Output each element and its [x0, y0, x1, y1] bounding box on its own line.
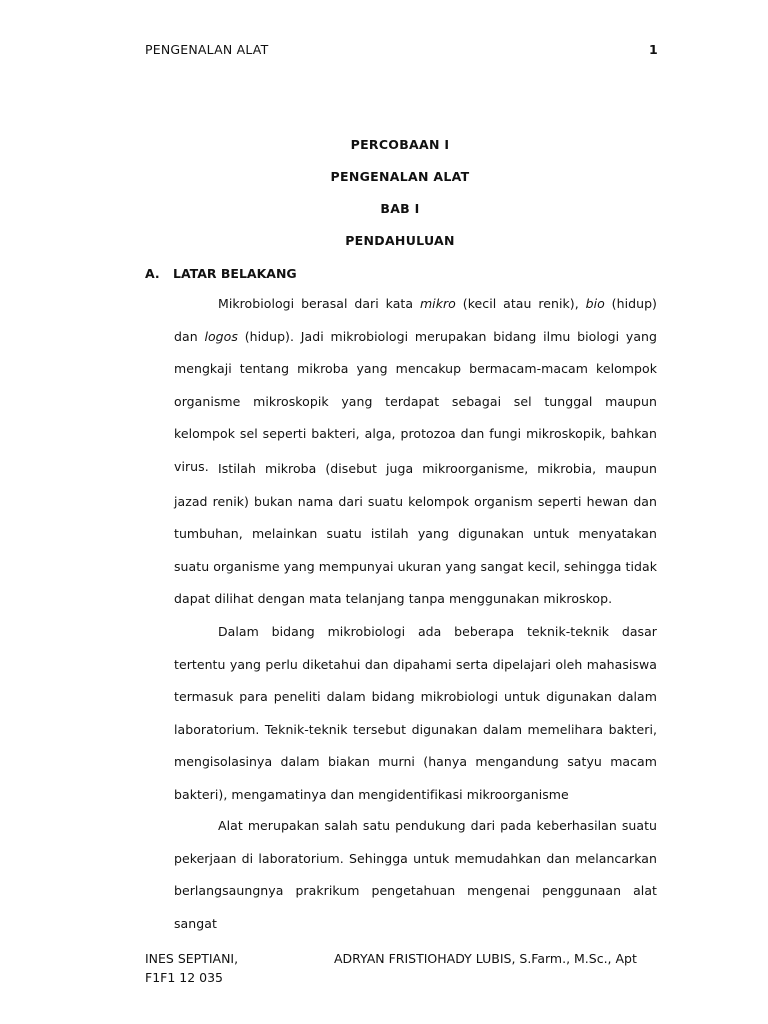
section-number: A.: [145, 266, 160, 281]
term-logos: logos: [204, 328, 238, 344]
paragraph-3-text: Dalam bidang mikrobiologi ada beberapa teknik-teknik dasar tertentu yang perlu diketahui dan dipahami serta dipelajari oleh mahasiswa termasuk para peneliti dalam bidang mikrobiologi untuk digunakan dalam laboratorium. Teknik-teknik tersebut digunakan dalam memelihara bakteri, mengisolasinya dalam biakan murni (hanya mengandung satyu macam bakteri), mengamatinya dan mengidentifikasi mikroorganisme: [174, 624, 657, 802]
paragraph-1-text-d: (hidup). Jadi mikrobiologi merupakan bidang ilmu biologi yang mengkaji tentang mikroba yang mencakup bermacam-macam kelompok organisme mikroskopik yang terdapat sebagai sel tunggal maupun kelompok sel seperti bakteri, alga, protozoa dan fungi mikroskopik, bahkan virus.: [174, 328, 657, 474]
paragraph-1-text-b: (kecil atau renik),: [455, 296, 586, 311]
experiment-subtitle: PENGENALAN ALAT: [330, 169, 470, 184]
paragraph-4-text: Alat merupakan salah satu pendukung dari pada keberhasilan suatu pekerjaan di laboratorium. Sehingga untuk memudahkan dan melancarkan berlangsaungnya prakrikum pengetahuan mengenai penggunaan alat sangat: [174, 818, 657, 931]
footer-supervisor: ADRYAN FRISTIOHADY LUBIS, S.Farm., M.Sc., Apt: [334, 951, 637, 966]
footer-student: [145, 949, 238, 987]
experiment-title: PERCOBAAN I: [350, 137, 450, 152]
running-header-title: PENGENALAN ALAT: [145, 42, 269, 57]
page-number: 1: [649, 42, 658, 57]
section-title: LATAR BELAKANG: [173, 266, 297, 281]
paragraph-1-text-c: (hidup) dan: [174, 296, 657, 344]
term-bio: bio: [585, 296, 605, 311]
paragraph-2-text: Istilah mikroba (disebut juga mikroorganisme, mikrobia, maupun jazad renik) bukan nama dari suatu kelompok organism seperti hewan dan tumbuhan, melainkan suatu istilah yang digunakan untuk menyatakan suatu organisme yang mempunyai ukuran yang sangat kecil, sehingga tidak dapat dilihat dengan mata telanjang tanpa menggunakan mikroskop.: [174, 461, 657, 606]
paragraph-1-text-a: Mikrobiologi berasal dari kata: [218, 296, 420, 311]
student-id: F1F1 12 035: [145, 970, 223, 985]
term-mikro: mikro: [419, 296, 456, 311]
paragraph-4: [174, 810, 657, 940]
paragraph-3: [174, 616, 657, 811]
section-heading: [145, 266, 297, 281]
chapter-number: BAB I: [380, 201, 420, 216]
chapter-title: PENDAHULUAN: [345, 233, 455, 248]
paragraph-2: [174, 453, 657, 616]
student-name: INES SEPTIANI,: [145, 951, 239, 966]
